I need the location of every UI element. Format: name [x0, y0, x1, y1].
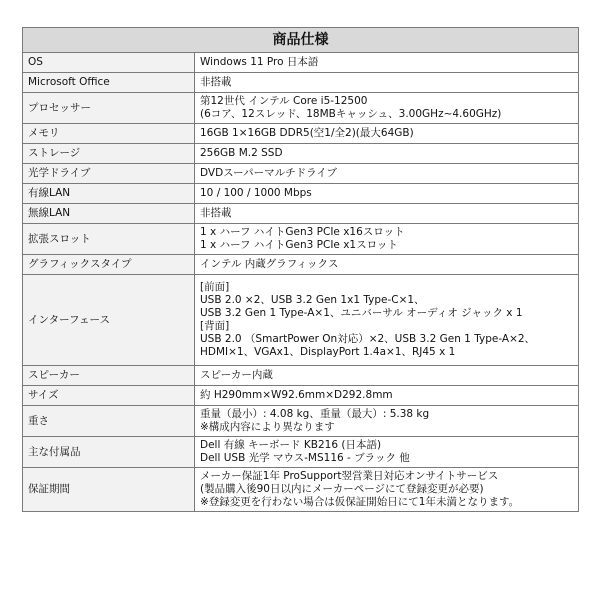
spec-table-body [23, 53, 579, 512]
spec-label: 主な付属品 [23, 437, 195, 468]
spec-value-line: [前面] [200, 281, 230, 293]
spec-value-line: 約 H290mm×W92.6mm×D292.8mm [200, 389, 393, 401]
spec-value-line: メーカー保証1年 ProSupport翌営業日対応オンサイトサービス [200, 470, 499, 482]
spec-value [195, 204, 579, 224]
spec-label: 拡張スロット [23, 224, 195, 255]
table-row [23, 366, 579, 386]
spec-table [22, 27, 579, 512]
spec-label: 重さ [23, 406, 195, 437]
spec-label: 保証期間 [23, 468, 195, 512]
table-row [23, 224, 579, 255]
spec-label: 光学ドライブ [23, 164, 195, 184]
spec-value-line: DVDスーパーマルチドライブ [200, 167, 337, 179]
table-row [23, 53, 579, 73]
spec-value-line: Dell 有線 キーボード KB216 (日本語) [200, 439, 382, 451]
table-row [23, 144, 579, 164]
spec-value-line: 256GB M.2 SSD [200, 147, 283, 159]
spec-label: OS [23, 53, 195, 73]
table-row [23, 468, 579, 512]
spec-value [195, 184, 579, 204]
table-row [23, 93, 579, 124]
spec-value-line: USB 2.0 ×2、USB 3.2 Gen 1x1 Type-C×1、 [200, 294, 425, 306]
spec-value [195, 366, 579, 386]
table-row [23, 164, 579, 184]
spec-value [195, 255, 579, 275]
spec-value-line: 第12世代 インテル Core i5-12500 [200, 95, 368, 107]
spec-value-line: 重量（最小）: 4.08 kg、重量（最大）: 5.38 kg [200, 408, 430, 420]
spec-value-line: 1 x ハーフ ハイトGen3 PCIe x1スロット [200, 239, 398, 251]
spec-value [195, 124, 579, 144]
spec-value [195, 386, 579, 406]
spec-label: スピーカー [23, 366, 195, 386]
spec-value [195, 224, 579, 255]
table-row [23, 124, 579, 144]
spec-value [195, 73, 579, 93]
spec-label: サイズ [23, 386, 195, 406]
table-row [23, 184, 579, 204]
spec-value [195, 406, 579, 437]
spec-value-line: 非搭載 [200, 207, 232, 219]
spec-value [195, 144, 579, 164]
table-header-row [23, 28, 579, 53]
table-row [23, 255, 579, 275]
spec-value-line: [背面] [200, 320, 230, 332]
table-row [23, 437, 579, 468]
table-title: 商品仕様 [23, 28, 579, 53]
spec-label: メモリ [23, 124, 195, 144]
spec-value-line: 非搭載 [200, 76, 232, 88]
spec-value-line: USB 3.2 Gen 1 Type-A×1、ユニバーサル オーディオ ジャック x 1 [200, 307, 523, 319]
table-row [23, 406, 579, 437]
spec-label: プロセッサー [23, 93, 195, 124]
spec-value-line: 16GB 1×16GB DDR5(空1/全2)(最大64GB) [200, 127, 414, 139]
table-row [23, 386, 579, 406]
table-row [23, 204, 579, 224]
spec-value-line: スピーカー内蔵 [200, 369, 273, 381]
spec-label: 無線LAN [23, 204, 195, 224]
spec-label: インターフェース [23, 275, 195, 366]
spec-label: Microsoft Office [23, 73, 195, 93]
spec-label: グラフィックスタイプ [23, 255, 195, 275]
spec-value [195, 275, 579, 366]
spec-value-line: USB 2.0 （SmartPower On対応）×2、USB 3.2 Gen 1 Type-A×2、 [200, 333, 536, 345]
table-row [23, 275, 579, 366]
spec-value [195, 53, 579, 73]
spec-value [195, 93, 579, 124]
spec-value-line: ※登録変更を行わない場合は仮保証開始日にて1年未満となります。 [200, 496, 520, 508]
spec-label: ストレージ [23, 144, 195, 164]
spec-value [195, 437, 579, 468]
spec-value-line: 1 x ハーフ ハイトGen3 PCIe x16スロット [200, 226, 405, 238]
spec-value-line: Windows 11 Pro 日本語 [200, 56, 319, 68]
spec-value-line: (製品購入後90日以内にメーカーページにて登録変更が必要) [200, 483, 484, 495]
spec-value-line: ※構成内容により異なります [200, 421, 335, 433]
spec-value-line: インテル 内蔵グラフィックス [200, 258, 339, 270]
spec-value [195, 468, 579, 512]
table-row [23, 73, 579, 93]
spec-value-line: HDMI×1、VGAx1、DisplayPort 1.4a×1、RJ45 x 1 [200, 346, 456, 358]
spec-value-line: 10 / 100 / 1000 Mbps [200, 187, 312, 199]
spec-value [195, 164, 579, 184]
spec-value-line: Dell USB 光学 マウス-MS116 - ブラック 他 [200, 452, 410, 464]
spec-label: 有線LAN [23, 184, 195, 204]
spec-value-line: (6コア、12スレッド、18MBキャッシュ、3.00GHz~4.60GHz) [200, 108, 502, 120]
